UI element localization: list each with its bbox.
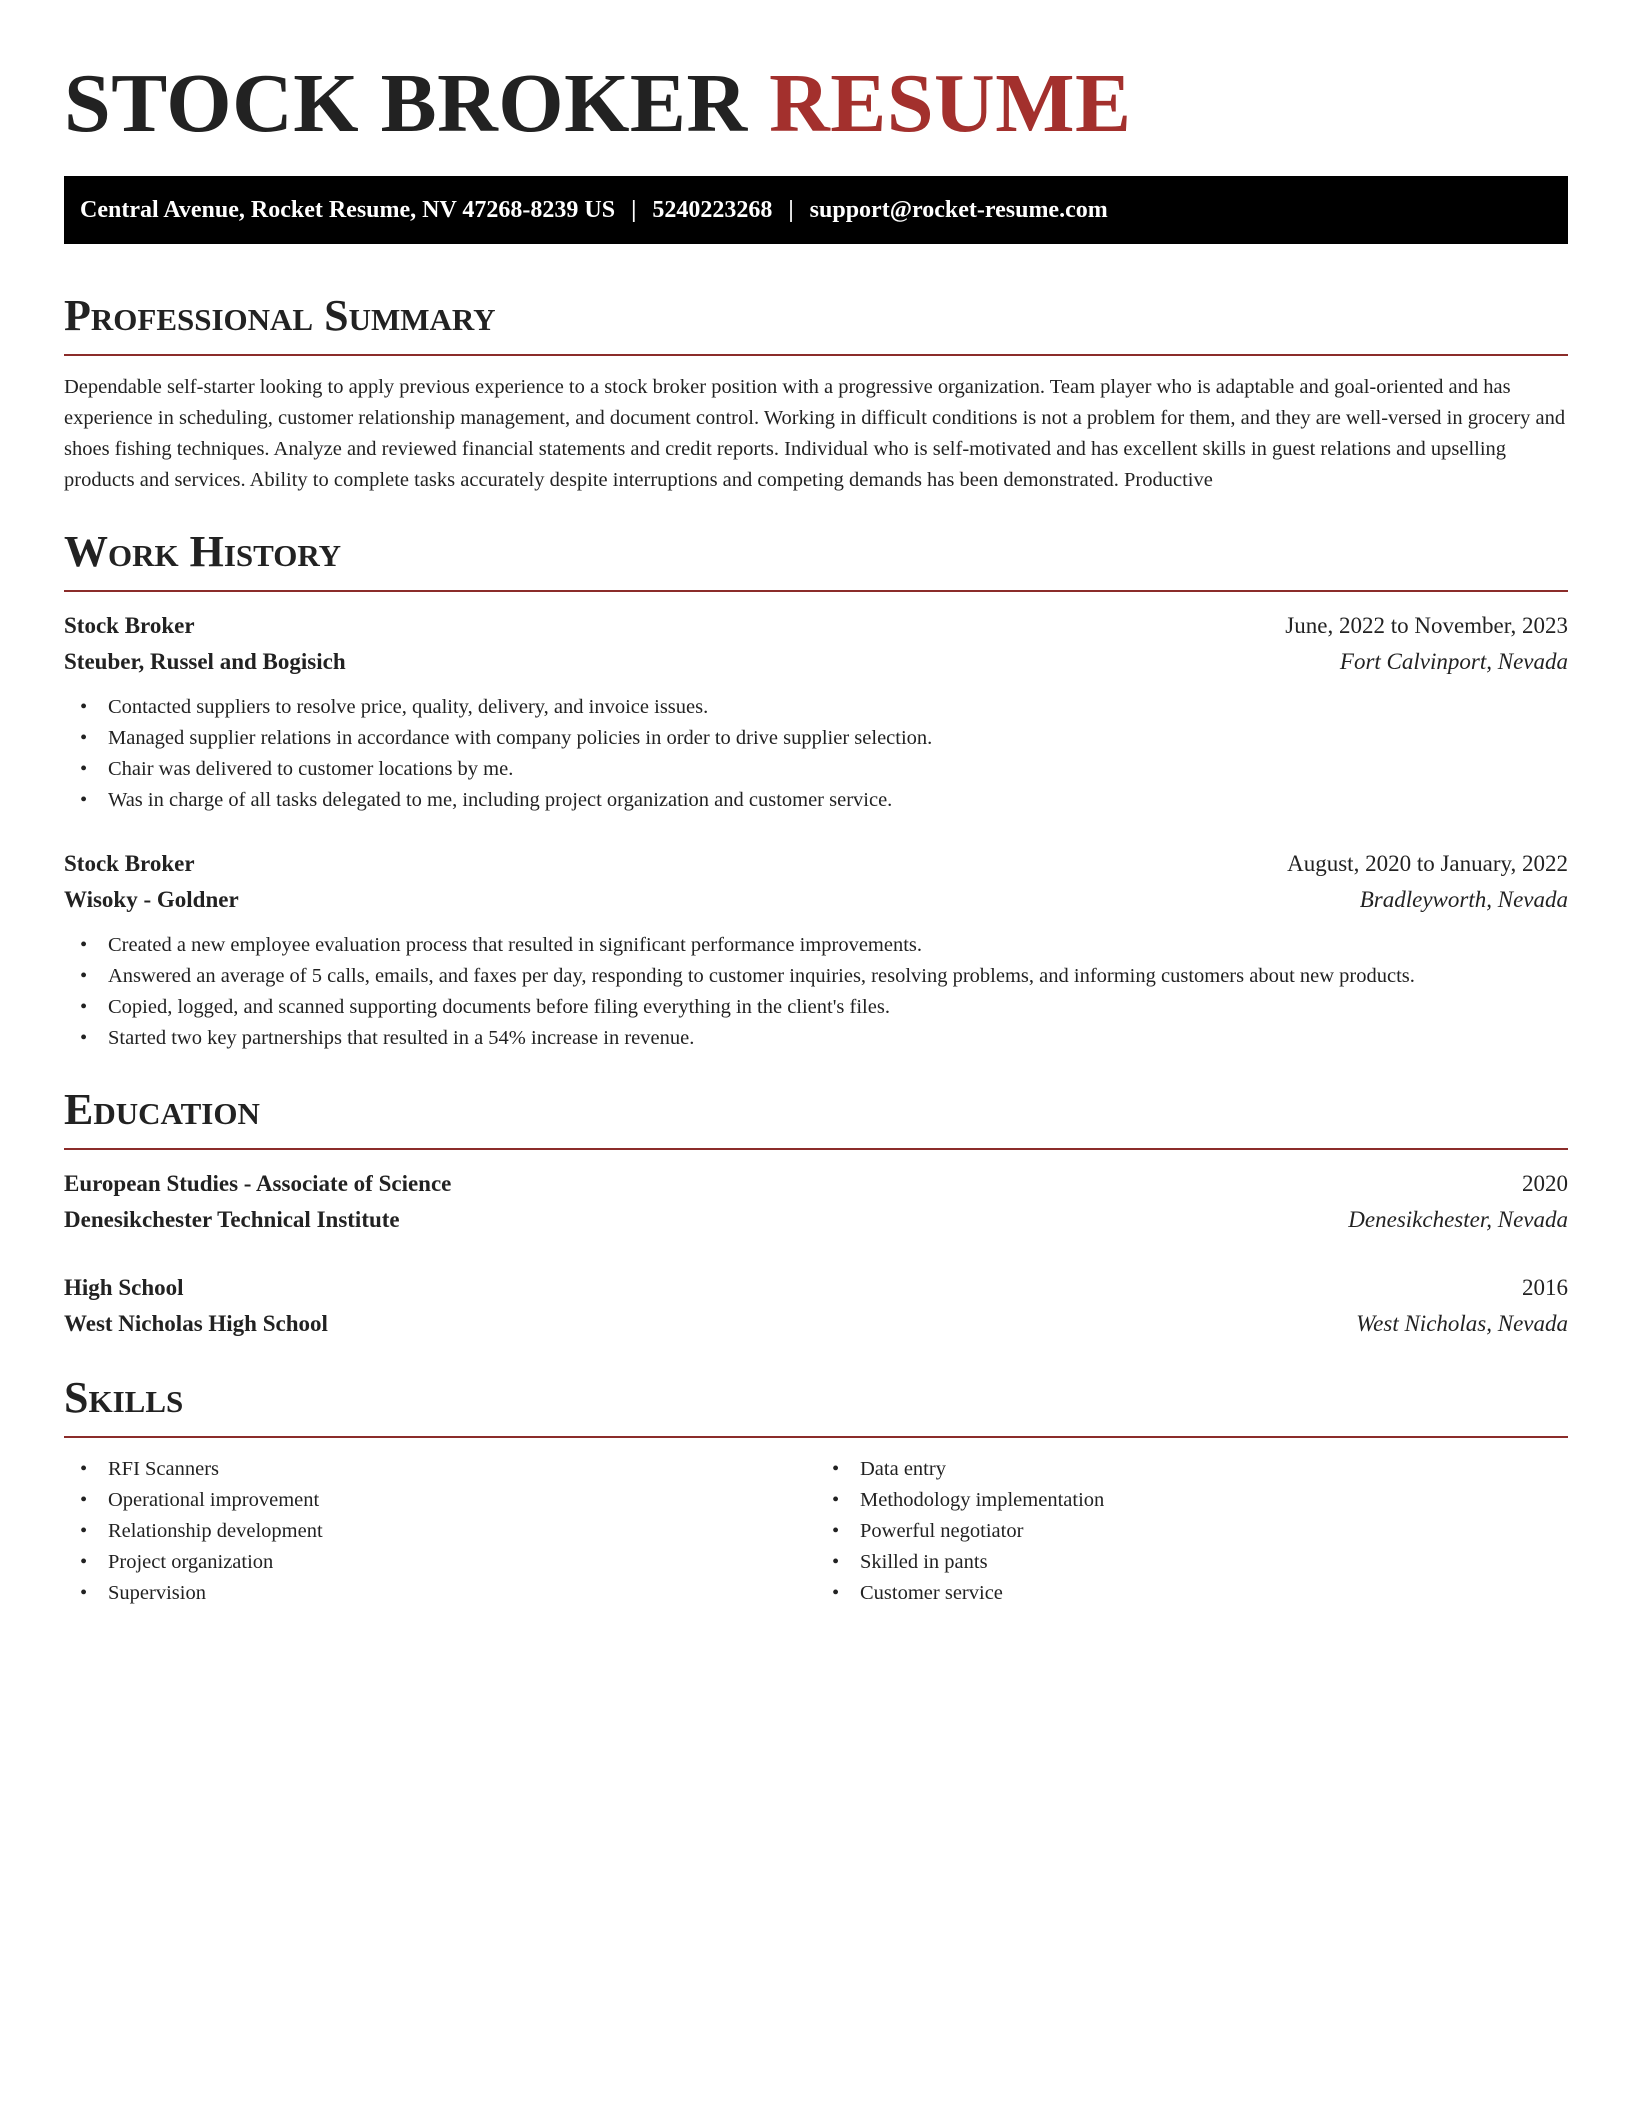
job-company-row xyxy=(64,882,1568,918)
job-entry xyxy=(64,846,1568,1054)
skills-heading: Skills xyxy=(64,1373,184,1422)
bullet-icon: • xyxy=(80,789,88,811)
skill-text: Customer service xyxy=(860,1582,1003,1604)
skill-text: Operational improvement xyxy=(108,1489,320,1511)
list-item xyxy=(64,1023,1568,1054)
list-item xyxy=(816,1454,1568,1485)
bullet-icon: • xyxy=(80,758,88,780)
bullet-icon: • xyxy=(80,965,88,987)
education-degree: European Studies - Associate of Science xyxy=(64,1171,452,1196)
bullet-text: Contacted suppliers to resolve price, quality, delivery, and invoice issues. xyxy=(108,696,709,718)
skill-text: Methodology implementation xyxy=(860,1489,1105,1511)
job-location: Fort Calvinport, Nevada xyxy=(1339,649,1568,674)
bullet-icon: • xyxy=(80,1489,88,1511)
work-history-section xyxy=(64,524,1568,1054)
title-accent: RESUME xyxy=(769,57,1132,150)
contact-separator: | xyxy=(788,196,794,223)
skill-text: Data entry xyxy=(860,1458,946,1480)
bullet-icon: • xyxy=(80,696,88,718)
job-company: Wisoky - Goldner xyxy=(64,887,239,912)
skills-column-right xyxy=(816,1454,1568,1609)
education-degree: High School xyxy=(64,1275,184,1300)
list-item xyxy=(64,1516,816,1547)
list-item xyxy=(64,1485,816,1516)
job-location: Bradleyworth, Nevada xyxy=(1359,887,1568,912)
list-item xyxy=(64,723,1568,754)
list-item xyxy=(816,1485,1568,1516)
skill-text: Relationship development xyxy=(108,1520,323,1542)
skills-list-left xyxy=(64,1454,816,1609)
section-divider xyxy=(64,1436,1568,1438)
section-divider xyxy=(64,1148,1568,1150)
bullet-icon: • xyxy=(80,1520,88,1542)
job-title-row xyxy=(64,608,1568,644)
contact-email[interactable]: support@rocket-resume.com xyxy=(809,196,1108,223)
education-heading: Education xyxy=(64,1085,260,1134)
list-item xyxy=(816,1516,1568,1547)
bullet-icon: • xyxy=(80,1551,88,1573)
title-main: STOCK BROKER xyxy=(64,57,748,150)
bullet-text: Created a new employee evaluation process that resulted in significant performance improvements. xyxy=(108,934,923,956)
job-title-row xyxy=(64,846,1568,882)
summary-heading: Professional Summary xyxy=(64,291,496,340)
contact-bar xyxy=(64,176,1568,244)
education-degree-row xyxy=(64,1270,1568,1306)
contact-phone[interactable]: 5240223268 xyxy=(652,196,773,223)
skills-section xyxy=(64,1370,1568,1609)
bullet-text: Chair was delivered to customer locations by me. xyxy=(108,758,514,780)
skill-text: Powerful negotiator xyxy=(860,1520,1024,1542)
education-location: West Nicholas, Nevada xyxy=(1356,1311,1568,1336)
job-dates: August, 2020 to January, 2022 xyxy=(1287,851,1568,876)
list-item xyxy=(64,930,1568,961)
skill-text: Supervision xyxy=(108,1582,206,1604)
education-entry xyxy=(64,1270,1568,1342)
list-item xyxy=(816,1578,1568,1609)
education-year: 2016 xyxy=(1522,1275,1568,1300)
resume-title xyxy=(64,56,1568,152)
education-location: Denesikchester, Nevada xyxy=(1348,1207,1568,1232)
summary-section xyxy=(64,288,1568,496)
list-item xyxy=(64,692,1568,723)
job-bullet-list xyxy=(64,692,1568,816)
bullet-icon: • xyxy=(832,1458,840,1480)
education-year: 2020 xyxy=(1522,1171,1568,1196)
education-school: Denesikchester Technical Institute xyxy=(64,1207,400,1232)
bullet-icon: • xyxy=(80,727,88,749)
list-item xyxy=(64,992,1568,1023)
bullet-text: Managed supplier relations in accordance with company policies in order to drive supplier selection. xyxy=(108,727,933,749)
job-bullet-list xyxy=(64,930,1568,1054)
job-title: Stock Broker xyxy=(64,851,195,876)
education-entry xyxy=(64,1166,1568,1238)
skills-column-left xyxy=(64,1454,816,1609)
list-item xyxy=(816,1547,1568,1578)
skills-grid xyxy=(64,1454,1568,1609)
bullet-icon: • xyxy=(80,1027,88,1049)
bullet-icon: • xyxy=(80,1582,88,1604)
list-item xyxy=(64,754,1568,785)
skill-text: Skilled in pants xyxy=(860,1551,988,1573)
list-item xyxy=(64,785,1568,816)
bullet-icon: • xyxy=(832,1551,840,1573)
summary-text: Dependable self-starter looking to apply previous experience to a stock broker position with a progressive organization. Team player who is adaptable and goal-oriented and has experience in scheduling, customer relationship management, and document control. Working in difficult conditions is not a problem for them, and they are well-versed in grocery and shoes fishing techniques. Analyze and reviewed financial statements and credit reports. Individual who is self-motivated and has excellent skills in guest relations and upselling products and services. Ability to complete tasks accurately despite interruptions and competing demands has been demonstrated. Productive xyxy=(64,376,1566,491)
bullet-icon: • xyxy=(832,1489,840,1511)
work-history-heading: Work History xyxy=(64,527,342,576)
job-title: Stock Broker xyxy=(64,613,195,638)
list-item xyxy=(64,1578,816,1609)
education-school: West Nicholas High School xyxy=(64,1311,328,1336)
bullet-icon: • xyxy=(80,996,88,1018)
bullet-icon: • xyxy=(80,1458,88,1480)
list-item xyxy=(64,961,1568,992)
bullet-text: Was in charge of all tasks delegated to me, including project organization and customer service. xyxy=(108,789,893,811)
skills-list-right xyxy=(816,1454,1568,1609)
contact-address: Central Avenue, Rocket Resume, NV 47268-8239 US xyxy=(80,196,616,223)
list-item xyxy=(64,1547,816,1578)
bullet-text: Answered an average of 5 calls, emails, and faxes per day, responding to customer inquiries, resolving problems, and informing customers about new products. xyxy=(108,965,1415,987)
bullet-icon: • xyxy=(832,1582,840,1604)
skill-text: Project organization xyxy=(108,1551,274,1573)
contact-separator: | xyxy=(631,196,637,223)
education-degree-row xyxy=(64,1166,1568,1202)
education-school-row xyxy=(64,1306,1568,1342)
education-school-row xyxy=(64,1202,1568,1238)
education-section xyxy=(64,1082,1568,1342)
bullet-text: Copied, logged, and scanned supporting documents before filing everything in the client's files. xyxy=(108,996,890,1018)
list-item xyxy=(64,1454,816,1485)
bullet-icon: • xyxy=(80,934,88,956)
job-company-row xyxy=(64,644,1568,680)
section-divider xyxy=(64,590,1568,592)
job-dates: June, 2022 to November, 2023 xyxy=(1285,613,1568,638)
bullet-text: Started two key partnerships that resulted in a 54% increase in revenue. xyxy=(108,1027,695,1049)
job-company: Steuber, Russel and Bogisich xyxy=(64,649,346,674)
section-divider xyxy=(64,354,1568,356)
bullet-icon: • xyxy=(832,1520,840,1542)
skill-text: RFI Scanners xyxy=(108,1458,220,1480)
job-entry xyxy=(64,608,1568,816)
